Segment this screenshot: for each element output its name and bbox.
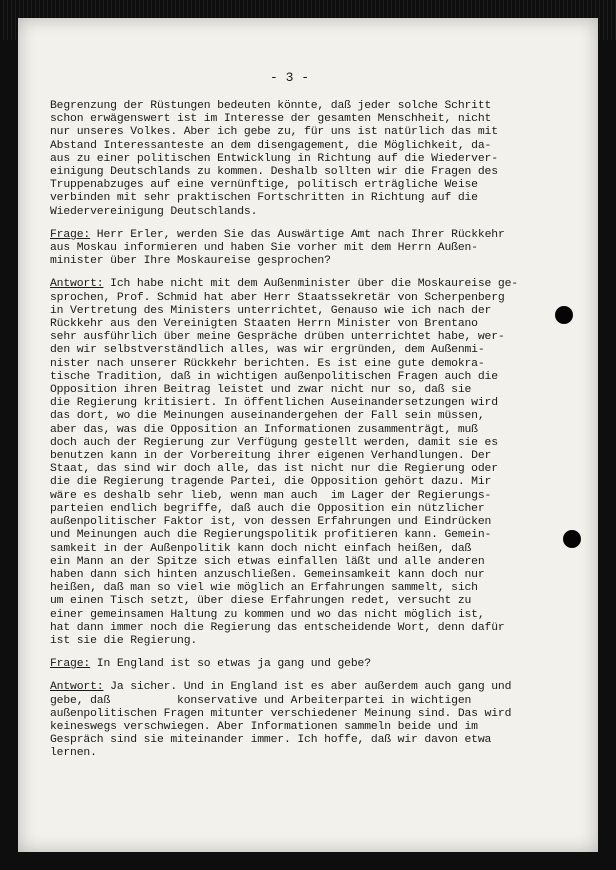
text-line: nister nach unserer Rückkehr berichten. Es ist eine gute demokra- — [50, 357, 485, 370]
text-line: und Meinungen auch die Regierungspolitik profitieren kann. Gemein- — [50, 529, 492, 542]
text-line: Abstand Interessanteste an dem disengagement, die Möglichkeit, da- — [50, 139, 492, 152]
text-line: das dort, wo die Meinungen auseinandergehen der Fall sein müssen, — [50, 410, 485, 423]
text-line: verbinden mit sehr praktischen Fortschritten in Richtung auf die — [50, 192, 478, 205]
text-line: benutzen kann in der Vorbereitung ihrer eigenen Verhandlungen. Der — [50, 450, 492, 463]
text-line: nur unseres Volkes. Aber ich gebe zu, für uns ist natürlich das mit — [50, 126, 498, 139]
speaker-label: Antwort: — [50, 278, 104, 291]
intro-paragraph — [50, 100, 570, 219]
speaker-label: Frage: — [50, 658, 91, 671]
text-line: einer gemeinsamen Haltung zu kommen und wo das nicht möglich ist, — [50, 608, 485, 621]
text-line: schon erwägenswert ist im Interesse der gesamten Menschheit, nicht — [50, 113, 492, 126]
text-line — [50, 278, 570, 291]
text-line: Rückkehr aus den Vereinigten Staaten Herrn Minister von Brentano — [50, 318, 478, 331]
text-line: samkeit in der Außenpolitik kann doch nicht einfach heißen, daß — [50, 542, 472, 555]
text-line: um einen Tisch setzt, über diese Erfahrungen redet, versucht zu — [50, 595, 472, 608]
text-line: haben dann sich hinten anzuschließen. Gemeinsamkeit kann doch nur — [50, 568, 485, 581]
text-fragment: Ich habe nicht mit dem Außenminister über die Moskaureise ge- — [103, 278, 518, 291]
text-line: den wir selbstverständlich alles, was wir ergründen, dem Außenmi- — [50, 344, 485, 357]
text-line: Gespräch sind sie miteinander immer. Ich hoffe, daß wir davon etwa — [50, 734, 492, 747]
text-line: Wiedervereinigung Deutschlands. — [50, 205, 258, 218]
text-line: die Regierung kritisiert. In öffentlichen Auseinandersetzungen wird — [50, 397, 498, 410]
text-line: sehr ausführlich über meine Gespräche drüben unterrichtet habe, wer- — [50, 331, 505, 344]
qa-section — [50, 229, 570, 761]
text-line: aus Moskau informieren und haben Sie vorher mit dem Herrn Außen- — [50, 242, 478, 255]
text-line: Begrenzung der Rüstungen bedeuten könnte, daß jeder solche Schritt — [50, 100, 492, 112]
text-line — [50, 229, 570, 242]
text-line: die die Regierung tragende Partei, die Opposition gehört dazu. Mir — [50, 476, 492, 489]
speaker-label: Antwort: — [50, 681, 104, 694]
document-body — [50, 100, 570, 771]
text-line: lernen. — [50, 747, 97, 760]
text-line: tische Tradition, daß in wichtigen außenpolitischen Fragen auch die — [50, 370, 498, 383]
text-line: Opposition ihren Beitrag leistet und zwar nicht nur so, daß sie — [50, 384, 472, 397]
text-line: aus zu einer politischen Entwicklung in Richtung auf die Wiederver- — [50, 152, 498, 165]
text-line — [50, 681, 570, 694]
text-fragment: Herr Erler, werden Sie das Auswärtige Amt nach Ihrer Rückkehr — [90, 228, 505, 241]
answer-block — [50, 681, 570, 760]
text-line: ein Mann an der Spitze sich etwas einfallen läßt und alle anderen — [50, 555, 485, 568]
question-block — [50, 658, 570, 671]
text-line: minister über Ihre Moskaureise gesprochen? — [50, 255, 331, 268]
text-line: gebe, daß konservative und Arbeiterpartei in wichtigen — [50, 694, 472, 707]
text-line: keineswegs verschwiegen. Aber Informationen sammeln beide und im — [50, 720, 478, 733]
text-line: parteien endlich begriffe, daß auch die Opposition ein nützlicher — [50, 502, 485, 515]
text-line: außenpolitischer Faktor ist, von dessen Erfahrungen und Eindrücken — [50, 516, 492, 529]
speaker-label: Frage: — [50, 228, 91, 241]
page-number: - 3 - — [270, 70, 310, 85]
text-line: Truppenabzuges auf eine vernünftige, politisch erträgliche Weise — [50, 179, 478, 192]
answer-block — [50, 278, 570, 648]
text-line — [50, 658, 570, 671]
text-line: aber das, was die Opposition an Informationen zusammenträgt, muß — [50, 423, 478, 436]
text-line: sprochen, Prof. Schmid hat aber Herr Staatssekretär von Scherpenberg — [50, 291, 505, 304]
text-line: hat dann immer noch die Regierung das entscheidende Wort, denn dafür — [50, 621, 505, 634]
question-block — [50, 229, 570, 269]
text-fragment: In England ist so etwas ja gang und gebe? — [90, 658, 371, 671]
text-line: in Vertretung des Ministers unterrichtet, Genauso wie ich nach der — [50, 304, 492, 317]
text-fragment: Ja sicher. Und in England ist es aber außerdem auch gang und — [103, 681, 512, 694]
text-line: wäre es deshalb sehr lieb, wenn man auch im Lager der Regierungs- — [50, 489, 492, 502]
text-line: Staat, das sind wir doch alle, das ist nicht nur die Regierung oder — [50, 463, 498, 476]
text-line: außenpolitischen Fragen mitunter verschiedener Meinung sind. Das wird — [50, 707, 512, 720]
text-line: einigung Deutschlands zu kommen. Deshalb sollten wir die Fragen des — [50, 166, 498, 179]
text-line: ist sie die Regierung. — [50, 634, 198, 647]
text-line: heißen, daß man so viel wie möglich an Erfahrungen sammelt, sich — [50, 582, 478, 595]
text-line: doch auch der Regierung zur Verfügung gestellt werden, damit sie es — [50, 436, 498, 449]
